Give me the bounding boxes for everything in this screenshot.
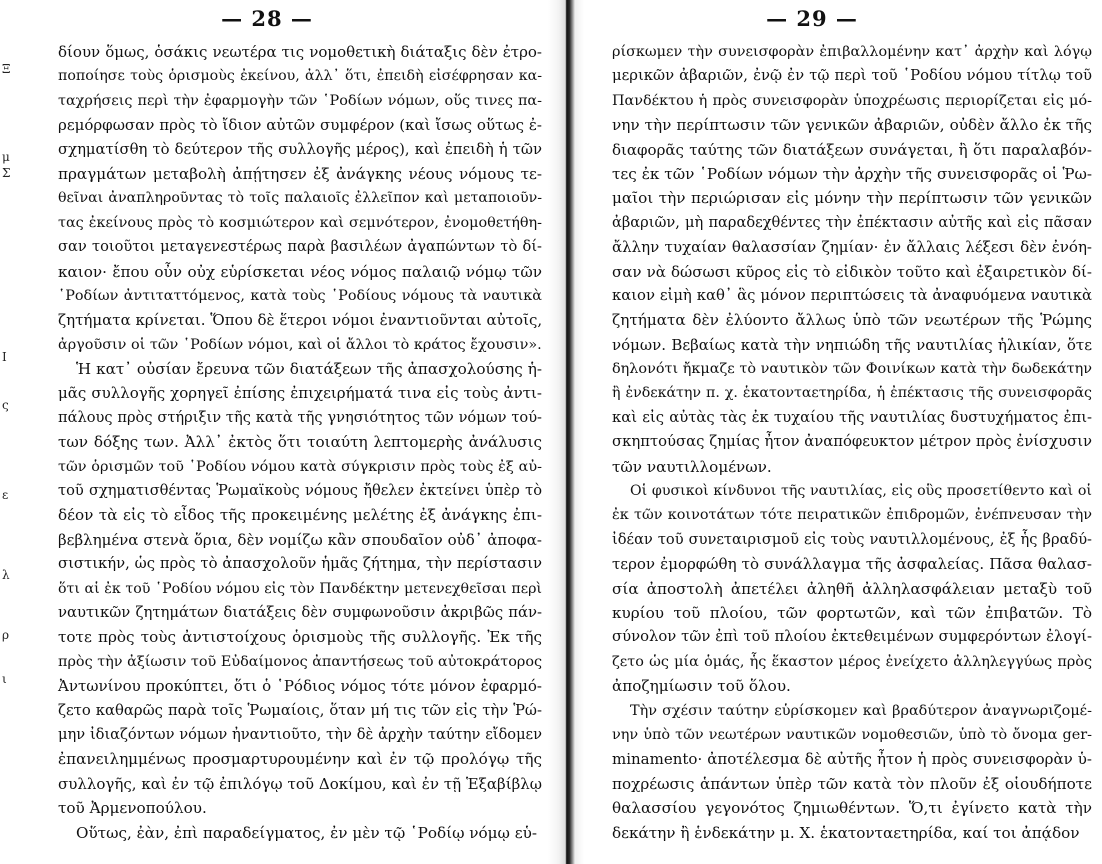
text-line: ζετο ὡς μία ὁμάς, ἧς ἕκαστον μέρος ἐνείχετο ἀλληλεγγύως πρὸς (612, 653, 1092, 670)
text-line: καιον· ἔπου οὖν οὐχ εὑρίσκεται νέος νόμος παλαιῷ νόμῳ τῶν (58, 262, 542, 281)
right-page (592, 0, 1092, 864)
text-line: δηλονότι ἤκμαζε τὸ ναυτικὸν τῶν Φοινίκων κατὰ τὴν δωδεκάτην (612, 361, 1092, 378)
text-line: ἐπανειλημμένως προσμαρτυρουμένην καὶ ἐν τῷ προλόγῳ τῆς (58, 750, 542, 769)
margin-mark: ι (2, 672, 7, 686)
text-line: ναυτικῶν ζητημάτων διατάξεις δὲν συμφωνοῦσιν ἀκριβῶς πάν- (58, 603, 542, 621)
text-line: Οὕτως, ἐὰν, ἐπὶ παραδείγματος, ἐν μὲν τῷ ῾Ροδίῳ νόμῳ εὑ- (76, 823, 538, 842)
text-line: μαῖοι τὴν περιώρισαν εἰς μόνην τὴν περίπτωσιν τῶν γενικῶν (612, 189, 1092, 208)
text-line: ἀργοῦσιν οἱ τῶν ῾Ροδίων νόμοι, καὶ οἱ ἄλλοι τὸ κράτος ἔχουσιν». (58, 336, 542, 353)
margin-mark: Ι (2, 350, 7, 364)
text-line: πάλους πρὸς στήριξιν τῆς κατὰ τῆς γνησιότητος τῶν νόμων τού- (58, 408, 542, 426)
text-line: τας ἐκείνους πρὸς τὸ κοσμιώτερον καὶ σεμνότερον, ἐνομοθετήθη- (58, 214, 542, 231)
text-line: ταχρήσεις περὶ τὴν ἐφαρμογὴν τῶν ῾Ροδίων νόμων, οὕς τινες πα- (58, 92, 542, 109)
text-line: τερον ἐμορφώθη τὸ συνάλλαγμα τῆς ἀσφαλείας. Πᾶσα θαλασ- (612, 555, 1092, 574)
text-line: ἄλλην τυχαίαν θαλασσίαν ζημίαν· ἐν ἄλλαις λέξεσι δὲν ἐνόη- (612, 238, 1092, 257)
left-page (22, 0, 542, 864)
margin-mark: λ (2, 568, 10, 582)
text-line: θεῖναι ἀναπληροῦντας τὸ τοῖς παλαιοῖς ἐλλεῖπον καὶ μεταποιοῦν- (58, 190, 542, 207)
text-line: σχηματίσθη τὸ δεύτερον τῆς συλλογῆς μέρος), καὶ ἐπειδὴ ἡ τῶν (58, 140, 542, 158)
text-line: σύνολον τῶν ἐπὶ τοῦ πλοίου ἐκτεθειμένων συμφερόντων ἐλογί- (612, 628, 1092, 646)
text-line: τες ἐκ τῶν ῾Ροδίων νόμων τὴν ἀρχὴν τῆς συνεισφορᾶς οἱ Ῥω- (612, 164, 1092, 183)
text-line: δέον τὰ εἰς τὸ εἶδος τῆς προκειμένης μελέτης ἐξ ἀνάγκης ἐπι- (58, 506, 542, 525)
margin-mark: Σ (2, 166, 11, 180)
margin-mark: ρ (2, 628, 10, 642)
text-line: δεκάτην ἢ ἑνδεκάτην μ. Χ. ἑκατονταετηρίδα, καί τοι ἀπᾴδον (612, 823, 1080, 842)
text-line: ἐκ τῶν κοινοτάτων τότε πειρατικῶν ἐπιδρομῶν, ἐνέπνευσαν τὴν (612, 507, 1092, 524)
text-line: συλλογῆς, καὶ ἐν τῷ ἐπιλόγῳ τοῦ Δοκίμου, καὶ ἐν τῇ Ἑξαβίβλῳ (58, 774, 542, 793)
text-line: Τὴν σχέσιν ταύτην εὑρίσκομεν καὶ βραδύτερον ἀναγνωριζομέ- (630, 702, 1092, 719)
text-line: νόμων. Βεβαίως κατὰ τὴν νηπιώδη τῆς ναυτιλίας ἡλικίαν, ὅτε (612, 335, 1092, 354)
text-line: τοτε πρὸς τοὺς ἀντιστοίχους ὁρισμοὺς τῆς συλλογῆς. Ἐκ τῆς (58, 628, 542, 647)
text-line: ὅτι αἱ ἐκ τοῦ ῾Ροδίου νόμου εἰς τὸν Πανδέκτην μετενεχθεῖσαι περὶ (58, 580, 542, 597)
text-line: νην τὴν περίπτωσιν τῶν γενικῶν ἀβαριῶν, οὐδὲν ἄλλο ἐκ τῆς (612, 116, 1092, 135)
text-line: minamento· ἀποτέλεσμα δὲ αὐτῆς ἦτον ἡ πρὸς συνεισφορὰν ὑ- (612, 750, 1092, 769)
text-line: ἢ ἐνδεκάτην π. χ. ἑκατονταετηρίδα, ἡ ἐπέκτασις τῆς συνεισφορᾶς (612, 385, 1092, 402)
text-line: ζητήματα κρίνεται. Ὅπου δὲ ἕτεροι νόμοι ἐναντιοῦνται αὐτοῖς, (58, 311, 542, 330)
text-line: διαφορᾶς ταύτης τῶν διατάξεων συνάγεται, ἢ ὅτι παραλαβόν- (612, 140, 1092, 159)
text-line: Οἱ φυσικοὶ κίνδυνοι τῆς ναυτιλίας, εἰς οὓς προσετίθεντο καὶ οἱ (630, 483, 1092, 500)
text-line: Ἀντωνίνου προκύπτει, ὅτι ὁ ῾Ρόδιος νόμος τότε μόνον ἐφαρμό- (58, 677, 542, 696)
text-line: καὶ εἰς αὐτὰς τὰς ἐκ τυχαίου τῆς ναυτιλίας δυστυχήματος ἐπι- (612, 408, 1092, 426)
text-line: πρὸς τὴν ἀξίωσιν τοῦ Εὐδαίμονος ἀπαντήσεως τοῦ αὐτοκράτορος (58, 653, 542, 670)
text-line: τῶν ναυτιλλομένων. (612, 457, 772, 476)
margin-mark: ς (2, 398, 9, 412)
text-line: των δόξης των. Ἀλλ᾿ ἐκτὸς ὅτι τοιαύτη λεπτομερὴς ἀνάλυσις (58, 433, 542, 452)
text-line: ποποίησε τοὺς ὁρισμοὺς ἐκείνου, ἀλλ᾿ ὅτι, ἐπειδὴ εἰσέφρησαν κα- (58, 68, 542, 85)
page-body-text (58, 40, 542, 845)
text-line: κυρίου τοῦ πλοίου, τῶν φορτωτῶν, καὶ τῶν ἐπιβατῶν. Τὸ (612, 603, 1092, 622)
text-line: Πανδέκτου ἡ πρὸς συνεισφορὰν ὑποχρέωσις περιορίζεται εἰς μό- (612, 92, 1092, 109)
text-line: σαν νὰ δώσωσι κῦρος εἰς τὸ εἰδικὸν τοῦτο καὶ ἐξαιρετικὸν δί- (612, 262, 1092, 281)
book-gutter (548, 0, 584, 864)
text-line: τοῦ Ἀρμενοπούλου. (58, 799, 207, 818)
text-line: νην ὑπὸ τῶν νεωτέρων ναυτικῶν νομοθεσιῶν, ὑπὸ τὸ ὄνομα ger- (612, 726, 1092, 743)
text-line: τοῦ σχηματισθέντας Ῥωμαϊκοὺς νόμους ἤθελεν ἐκτείνει ὑπὲρ τὸ (58, 482, 542, 500)
text-line: δίουν ὅμως, ὁσάκις νεωτέρα τις νομοθετικὴ διάταξις δὲν ἐτρο- (58, 43, 542, 61)
text-line: σιστικήν, ὡς πρὸς τὸ ἀπασχολοῦν ἡμᾶς ζήτημα, τὴν περίστασιν (58, 555, 542, 573)
text-line: σκηπτούσας ζημίας ἦτον ἀναπόφευκτον μέτρον πρὸς ἐνίσχυσιν (612, 433, 1092, 451)
text-line: σία ἀποστολὴ ἀπετέλει ἀληθῆ ἀλληλασφάλειαν μεταξὺ τοῦ (612, 579, 1092, 598)
page-number: — 28 — (221, 6, 313, 31)
page-body-text (612, 40, 1092, 845)
text-line: τῶν ὁρισμῶν τοῦ ῾Ροδίου νόμου κατὰ σύγκρισιν πρὸς τοὺς ἐξ αὐ- (58, 458, 542, 475)
margin-mark: ε (2, 488, 9, 502)
page-number: — 29 — (766, 6, 858, 31)
text-line: ποχρέωσις ἁπάντων ὑπὲρ τῶν κατὰ τὸν πλοῦν ἐξ οἱουδήποτε (612, 774, 1092, 793)
text-line: πραγμάτων μεταβολὴ ἀπῄτησεν ἐξ ἀνάγκης νέους νόμους τε- (58, 164, 542, 183)
text-line: ζετο καθαρῶς παρὰ τοῖς Ῥωμαίοις, ὅταν μή τις τῶν εἰς τὴν Ῥώ- (58, 701, 542, 719)
text-line: μερικῶν ἀβαριῶν, ἐνῷ ἐν τῷ περὶ τοῦ ῾Ροδίου νόμου τίτλῳ τοῦ (612, 67, 1092, 85)
text-line: μην ἰδιαζόντων νόμων ἠναντιοῦτο, τὴν δὲ ἀρχὴν ταύτην εἴδομεν (58, 725, 542, 743)
left-margin-marks (0, 0, 22, 864)
text-line: μᾶς συλλογῆς χορηγεῖ ἐπίσης ἐπιχειρήματά τινα εἰς τοὺς ἀντι- (58, 384, 542, 403)
text-line: ἀποζημίωσιν τοῦ ὅλου. (612, 677, 791, 696)
margin-mark: μ (2, 150, 10, 164)
text-line: καιον εἰμὴ καθ᾿ ἃς μόνον περιπτώσεις τὰ ἀναφυόμενα ναυτικὰ (612, 286, 1092, 304)
text-line: ζητήματα δὲν ἐλύοντο ἄλλως ὑπὸ τῶν νεωτέρων τῆς Ῥώμης (612, 311, 1092, 330)
text-line: ῾Ροδίων ἀντιταττόμενος, κατὰ τοὺς ῾Ροδίους νόμους τὰ ναυτικὰ (58, 287, 542, 304)
margin-mark: Ξ (2, 62, 11, 76)
text-line: Ἡ κατ᾿ οὐσίαν ἔρευνα τῶν διατάξεων τῆς ἀπασχολούσης ἡ- (76, 360, 542, 379)
text-line: θαλασσίου γεγονότος ζημιωθέντων. Ὅ,τι ἐγίνετο κατὰ τὴν (612, 799, 1092, 818)
text-line: βεβλημένα στενὰ ὅρια, δὲν νομίζω κἂν σπουδαῖον οὐδ᾿ ἀποφα- (58, 530, 542, 549)
text-line: ἰδέαν τοῦ συνεταιρισμοῦ εἰς τοὺς ναυτιλλομένους, ἐξ ἧς βραδύ- (612, 530, 1092, 548)
text-line: σαν τοιοῦτοι μεταγενεστέρως παρὰ βασιλέων ἀγαπώντων τὸ δί- (58, 238, 542, 256)
text-line: ἀβαριῶν, μὴ παραδεχθέντες τὴν ἐπέκτασιν αὐτῆς καὶ εἰς πᾶσαν (612, 213, 1092, 231)
text-line: ρίσκωμεν τὴν συνεισφορὰν ἐπιβαλλομένην κατ᾿ ἀρχὴν καὶ λόγῳ (612, 44, 1092, 60)
text-line: ρεμόρφωσαν πρὸς τὸ ἴδιον αὐτῶν συμφέρον (καὶ ἴσως οὕτως ἐ- (58, 116, 542, 135)
